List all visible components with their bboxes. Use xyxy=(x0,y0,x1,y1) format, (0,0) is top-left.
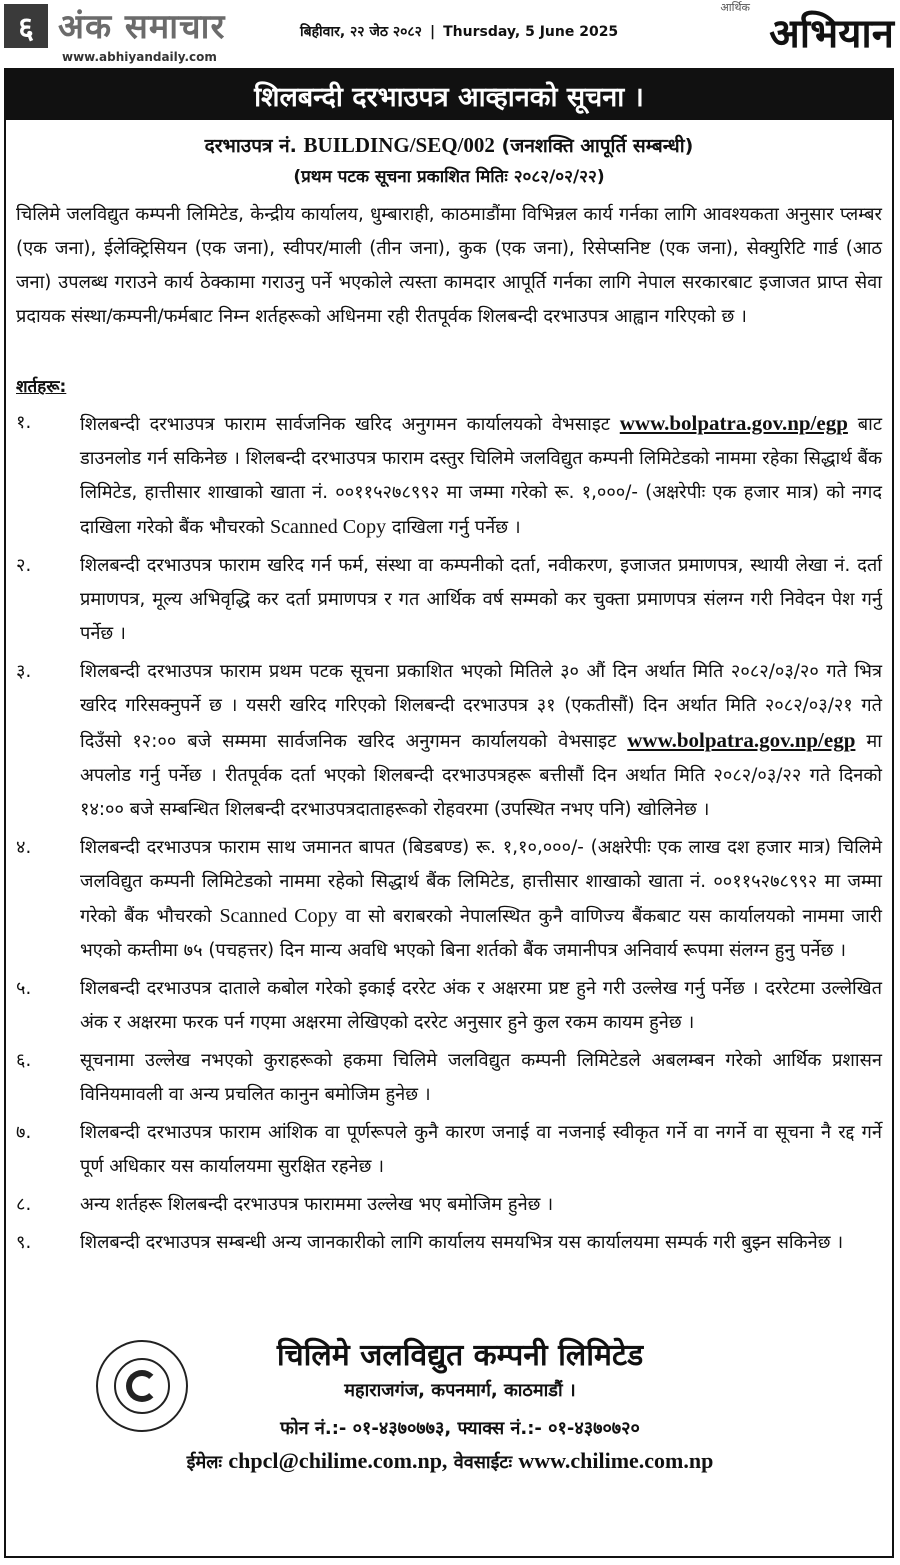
condition-number: ९. xyxy=(16,1232,32,1253)
condition-text: शिलबन्दी दरभाउपत्र फाराम प्रथम पटक सूचना प्रकाशित भएको मितिले ३० औं दिन अर्थात मिति २०८२/०३/२० गते भित्र खरिद गरिसक्नुपर्ने छ । यसरी खरिद गरिएको शिलबन्दी दरभाउपत्र ३१ (एकतीसौं) दिन अर्थात मिति २०८२/०३/२१ गते दिउँसो १२:०० बजे सम्ममा सार्वजनिक खरिद अनुगमन कार्यालयको वेभसाइट www.bolpatra.gov.np/egp मा अपलोड गर्नु पर्नेछ । रीतपूर्वक दर्ता भएको शिलबन्दी दरभाउपत्रहरू बत्तीसौं दिन अर्थात मिति २०८२/०३/२२ गते दिनको १४:०० बजे सम्बन्धित शिलबन्दी दरभाउपत्रदाताहरूको रोहवरमा (उपस्थित नभए पनि) खोलिनेछ । xyxy=(80,661,883,820)
condition-item xyxy=(16,1116,882,1184)
date-english: Thursday, 5 June 2025 xyxy=(443,24,619,40)
condition-text: अन्य शर्तहरू शिलबन्दी दरभाउपत्र फाराममा उल्लेख भए बमोजिम हुनेछ । xyxy=(80,1194,554,1215)
masthead xyxy=(0,0,900,68)
condition-number: ८. xyxy=(16,1194,32,1215)
date-nepali: बिहीवार, २२ जेठ २०८२ xyxy=(300,24,422,40)
notice-title: शिलबन्दी दरभाउपत्र आव्हानको सूचना । xyxy=(6,70,892,120)
condition-text: शिलबन्दी दरभाउपत्र फाराम सार्वजनिक खरिद अनुगमन कार्यालयको वेभसाइट www.bolpatra.gov.np/egp बाट डाउनलोड गर्न सकिनेछ । शिलबन्दी दरभाउपत्र फाराम दस्तुर चिलिमे जलविद्युत कम्पनी लिमिटेडको नाममा रहेका सिद्धार्थ बैंक लिमिटेड, हात्तीसार शाखाको खाता नं. ००११५२७८९९२ मा जम्मा गरेको रू. १,०००/- (अक्षरेपीः एक हजार मात्र) को नगद दाखिला गरेको बैंक भौचरको Scanned Copy दाखिला गर्नु पर्नेछ । xyxy=(80,411,882,538)
brand-name: अभियान xyxy=(769,11,894,57)
web-label: वेवसाईटः xyxy=(453,1452,513,1473)
ref-code: BUILDING/SEQ/002 xyxy=(303,133,495,157)
bolpatra-link[interactable]: www.bolpatra.gov.np/egp xyxy=(627,728,856,752)
condition-text: शिलबन्दी दरभाउपत्र फाराम खरिद गर्न फर्म, संस्था वा कम्पनीको दर्ता, नवीकरण, इजाजत प्रमाणपत्र, स्थायी लेखा नं. दर्ता प्रमाणपत्र, मूल्य अभिवृद्धि कर दर्ता प्रमाणपत्र र गत आर्थिक वर्ष सम्मको कर चुक्ता प्रमाणपत्र संलग्न गरी निवेदन पेश गर्नु पर्नेछ । xyxy=(80,555,882,644)
ref-prefix: दरभाउपत्र नं. xyxy=(204,135,297,157)
condition-text: शिलबन्दी दरभाउपत्र फाराम साथ जमानत बापत (बिडबण्ड) रू. १,१०,०००/- (अक्षरेपीः एक लाख दश हजार मात्र) चिलिमे जलविद्युत कम्पनी लिमिटेडको नाममा रहेको सिद्धार्थ बैंक लिमिटेड, हात्तीसार शाखाको खाता नं. ००११५२७८९९२ मा जम्मा गरेको बैंक भौचरको Scanned Copy वा सो बराबरको नेपालस्थित कुनै वाणिज्य बैंकबाट यस कार्यालयको नाममा जारी भएको कम्तीमा ७५ (पचहत्तर) दिन मान्य अवधि भएको बिना शर्तको बैंक जमानीपत्र अनिवार्य रूपमा संलग्न हुनु पर्नेछ । xyxy=(80,837,882,961)
conditions-heading: शर्तहरू: xyxy=(16,377,67,397)
brand-tagline: आर्थिक xyxy=(720,1,750,14)
company-seal-icon xyxy=(96,1340,188,1432)
email-link[interactable]: chpcl@chilime.com.np, xyxy=(228,1448,448,1473)
page-number: ६ xyxy=(4,4,48,48)
conditions-list xyxy=(16,406,882,1264)
condition-text: शिलबन्दी दरभाउपत्र फाराम आंशिक वा पूर्णरूपले कुनै कारण जनाई वा नजनाई स्वीकृत गर्ने वा नगर्ने वा सूचना नै रद्द गर्ने पूर्ण अधिकार यस कार्यालयमा सुरक्षित रहनेछ । xyxy=(80,1122,882,1177)
condition-text: सूचनामा उल्लेख नभएको कुराहरूको हकमा चिलिमे जलविद्युत कम्पनी लिमिटेडले अबलम्बन गरेको आर्थिक प्रशासन विनियमावली वा अन्य प्रचलित कानुन बमोजिम हुनेछ । xyxy=(80,1050,882,1105)
section-title: अंक समाचार xyxy=(58,7,226,47)
intro-paragraph: चिलिमे जलविद्युत कम्पनी लिमिटेड, केन्द्रीय कार्यालय, धुम्बाराही, काठमाडौंमा विभिन्नल कार्य गर्नका लागि आवश्यकता अनुसार प्लम्बर (एक जना), ईलेक्ट्रिसियन (एक जना), स्वीपर/माली (तीन जना), कुक (एक जना), रिसेप्सनिष्ट (एक जना), सेक्युरिटि गार्ड (आठ जना) उपलब्ध गराउने कार्य ठेक्कामा गराउनु पर्ने भएकोले त्यस्ता कामदार आपूर्ति गर्नका लागि नेपाल सरकारबाट इजाजत प्राप्त सेवा प्रदायक संस्था/कम्पनी/फर्मबाट निम्न शर्तहरूको अधिनमा रही रीतपूर्वक शिलबन्दी दरभाउपत्र आह्वान गरिएको छ । xyxy=(16,204,882,327)
company-name: चिलिमे जलविद्युत कम्पनी लिमिटेड xyxy=(276,1338,644,1373)
condition-number: १. xyxy=(16,412,32,433)
condition-item xyxy=(16,1044,882,1112)
website-link[interactable]: www.abhiyandaily.com xyxy=(62,50,217,64)
reference-line xyxy=(6,132,892,158)
published-date: (प्रथम पटक सूचना प्रकाशित मितिः २०८२/०२/२२) xyxy=(293,167,605,187)
condition-number: ३. xyxy=(16,661,32,682)
bolpatra-link[interactable]: www.bolpatra.gov.np/egp xyxy=(619,411,848,435)
contact-line xyxy=(0,1448,900,1474)
condition-item xyxy=(16,1188,882,1222)
condition-item xyxy=(16,406,882,545)
condition-text: शिलबन्दी दरभाउपत्र सम्बन्धी अन्य जानकारीको लागि कार्यालय समयभित्र यस कार्यालयमा सम्पर्क गरी बुझ्न सकिनेछ । xyxy=(80,1232,844,1253)
condition-number: २. xyxy=(16,555,32,576)
ref-suffix: (जनशक्ति आपूर्ति सम्बन्धी) xyxy=(501,135,694,157)
brand-logo xyxy=(769,0,894,59)
condition-number: ६. xyxy=(16,1050,32,1071)
condition-text: शिलबन्दी दरभाउपत्र दाताले कबोल गरेको इकाई दररेट अंक र अक्षरमा प्रष्ट हुने गरी उल्लेख गर्नु पर्नेछ । दररेटमा उल्लेखित अंक र अक्षरमा फरक पर्न गएमा अक्षरमा लेखिएको दररेट अनुसार हुने कुल रकम कायम हुनेछ । xyxy=(80,978,882,1033)
email-label: ईमेलः xyxy=(186,1452,223,1473)
condition-item xyxy=(16,972,882,1040)
condition-number: ४. xyxy=(16,837,32,858)
date-line: बिहीवार, २२ जेठ २०८२ | Thursday, 5 June 2025 xyxy=(300,24,619,40)
condition-item xyxy=(16,655,882,827)
condition-item xyxy=(16,1226,882,1260)
condition-item xyxy=(16,831,882,968)
condition-number: ५. xyxy=(16,978,32,999)
website-link[interactable]: www.chilime.com.np xyxy=(518,1448,714,1473)
condition-item xyxy=(16,549,882,651)
company-address: महाराजगंज, कपनमार्ग, काठमाडौं । xyxy=(344,1380,576,1401)
contact-phone: फोन नं.:- ०१-४३७०७७३, फ्याक्स नं.:- ०१-४३७०७२० xyxy=(280,1418,640,1439)
condition-number: ७. xyxy=(16,1122,32,1143)
